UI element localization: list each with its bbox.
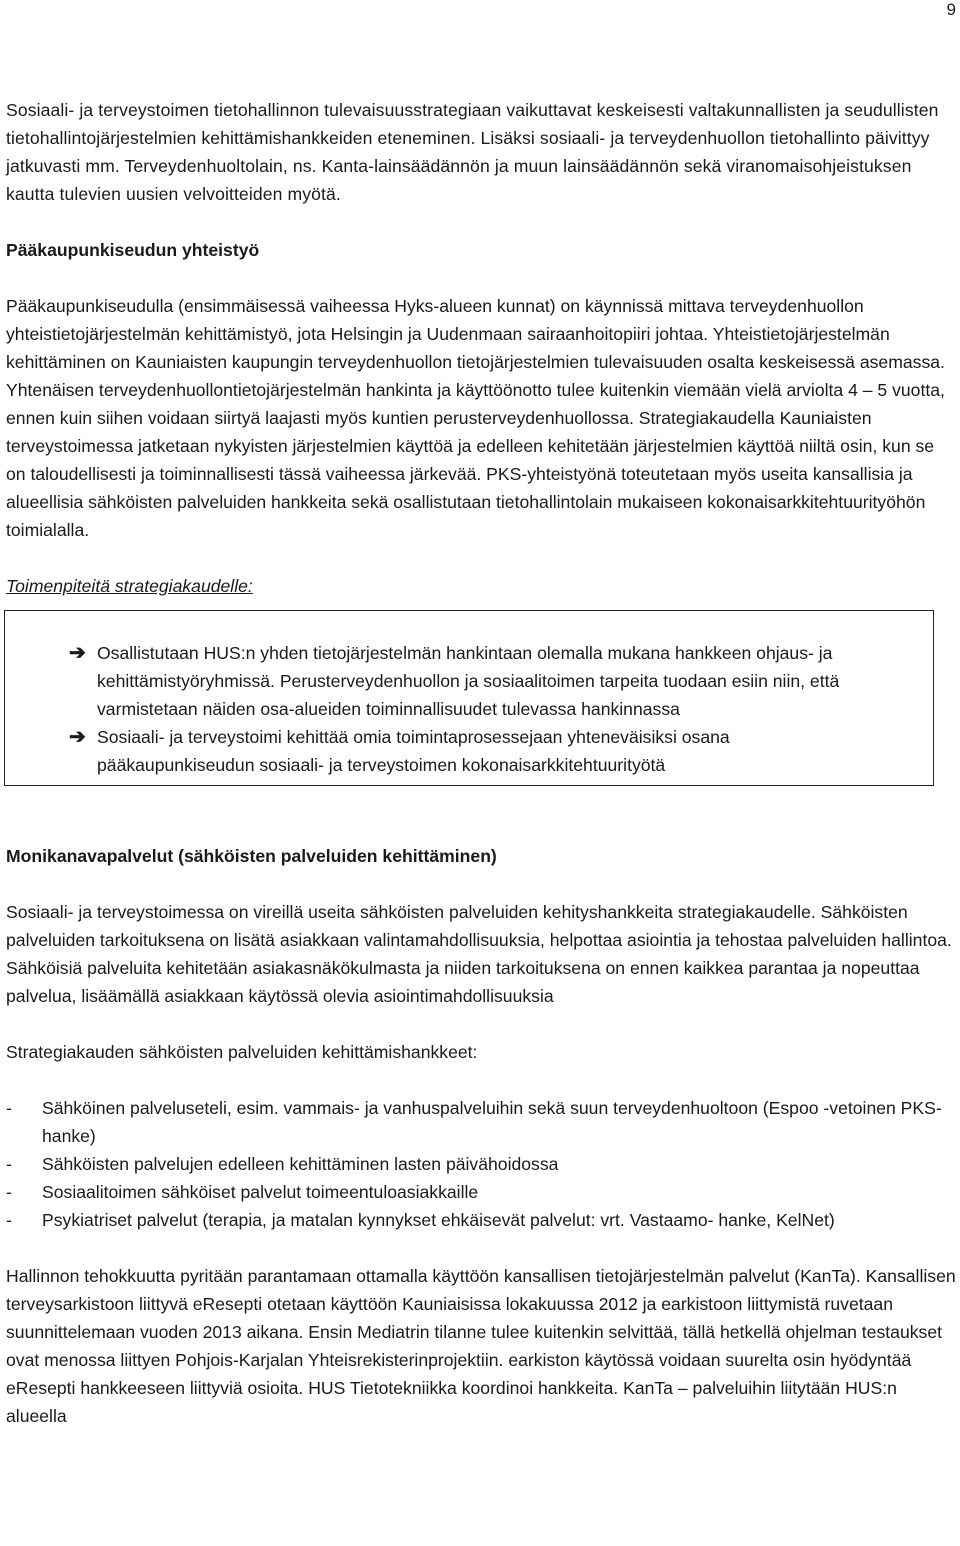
list-item-text: Sosiaalitoimen sähköiset palvelut toimeentuloasiakkaille bbox=[42, 1182, 479, 1202]
projects-title: Strategiakauden sähköisten palveluiden kehittämishankkeet: bbox=[6, 1042, 478, 1062]
list-item bbox=[6, 1094, 956, 1150]
document-body bbox=[6, 96, 956, 1430]
section-heading-monikanava: Monikanavapalvelut (sähköisten palveluiden kehittäminen) bbox=[6, 846, 497, 866]
list-item bbox=[6, 1206, 956, 1234]
measure-item bbox=[11, 723, 933, 779]
right-arrow-icon: ➔ bbox=[69, 642, 86, 664]
list-item bbox=[6, 1150, 956, 1178]
page-number: 9 bbox=[946, 0, 956, 19]
measure-item bbox=[11, 639, 933, 723]
list-item-text: Sähköinen palveluseteli, esim. vammais- ja vanhuspalveluihin sekä suun terveydenhuoltoon (Espoo -vetoinen PKS- hanke) bbox=[42, 1098, 942, 1146]
list-item-text: Sähköisten palvelujen edelleen kehittäminen lasten päivähoidossa bbox=[42, 1154, 559, 1174]
dash-bullet: - bbox=[6, 1154, 12, 1174]
measure-text: Osallistutaan HUS:n yhden tietojärjestelmän hankintaan olemalla mukana hankkeen ohjaus- ja kehittämistyöryhmissä. Perusterveydenhuollon ja sosiaalitoimen tarpeita tuodaan esiin niin, että varmistetaan näiden osa-alueiden toiminnallisuudet tulevassa hankinnassa bbox=[97, 643, 840, 719]
pks-paragraph: Pääkaupunkiseudulla (ensimmäisessä vaiheessa Hyks-alueen kunnat) on käynnissä mittava terveydenhuollon yhteistietojärjestelmän kehittämistyö, jota Helsingin ja Uudenmaan sairaanhoitopiiri johtaa. Yhteistietojärjestelmän kehittäminen on Kauniaisten kaupungin terveydenhuollon tietojärjestelmien tulevaisuuden osalta keskeisessä asemassa. Yhtenäisen terveydenhuollontietojärjestelmän hankinta ja käyttöönotto tulee kuitenkin viemään vielä arviolta 4 – 5 vuotta, ennen kuin siihen voidaan siirtyä laajasti myös kuntien perusterveydenhuollossa. Strategiakaudella Kauniaisten terveystoimessa jatketaan nykyisten järjestelmien käyttöä ja edelleen kehitetään järjestelmien käyttöä niiltä osin, kun se on taloudellisesti ja toiminnallisesti tässä vaiheessa järkevää. PKS-yhteistyönä toteutetaan myös useita kansallisia ja alueellisia sähköisten palveluiden hankkeita sekä osallistutaan tietohallintolain mukaiseen kokonaisarkkitehtuurityöhön toimialalla. bbox=[6, 296, 945, 540]
dash-bullet: - bbox=[6, 1098, 12, 1118]
kanta-paragraph: Hallinnon tehokkuutta pyritään parantamaan ottamalla käyttöön kansallisen tietojärjestelmän palvelut (KanTa). Kansallisen terveysarkistoon liittyvä eResepti otetaan käyttöön Kauniaisissa lokakuussa 2012 ja earkistoon liittymistä ruvetaan suunnittelemaan vuoden 2013 aikana. Ensin Mediatrin tilanne tulee kuitenkin selvittää, tällä hetkellä ohjelman testaukset ovat menossa liittyen Pohjois-Karjalan Yhteisrekisterinprojektiin. earkiston käytössä voidaan suurelta osin hyödyntää eResepti hankkeeseen liittyviä osioita. HUS Tietotekniikka koordinoi hankkeita. KanTa – palveluihin liitytään HUS:n alueella bbox=[6, 1266, 956, 1426]
dash-bullet: - bbox=[6, 1182, 12, 1202]
dash-bullet: - bbox=[6, 1210, 12, 1230]
right-arrow-icon: ➔ bbox=[69, 726, 86, 748]
list-item bbox=[6, 1178, 956, 1206]
measures-box bbox=[4, 610, 934, 786]
measure-text: Sosiaali- ja terveystoimi kehittää omia toimintaprosessejaan yhteneväisiksi osana pääkaupunkiseudun sosiaali- ja terveystoimen kokonaisarkkitehtuurityötä bbox=[97, 727, 730, 775]
section-heading-pks: Pääkaupunkiseudun yhteistyö bbox=[6, 240, 260, 260]
intro-paragraph: Sosiaali- ja terveystoimen tietohallinnon tulevaisuusstrategiaan vaikuttavat keskeisesti valtakunnallisten ja seudullisten tietohallintojärjestelmien kehittämishankkeiden eteneminen. Lisäksi sosiaali- ja terveydenhuollon tietohallinto päivittyy jatkuvasti mm. Terveydenhuoltolain, ns. Kanta-lainsäädännön ja muun lainsäädännön sekä viranomaisohjeistuksen kautta tulevien uusien velvoitteiden myötä. bbox=[6, 100, 939, 204]
projects-list bbox=[6, 1094, 956, 1234]
measures-title: Toimenpiteitä strategiakaudelle: bbox=[6, 576, 253, 596]
list-item-text: Psykiatriset palvelut (terapia, ja matalan kynnykset ehkäisevät palvelut: vrt. Vastaamo- hanke, KelNet) bbox=[42, 1210, 835, 1230]
monikanava-paragraph: Sosiaali- ja terveystoimessa on vireillä useita sähköisten palveluiden kehityshankkeita strategiakaudelle. Sähköisten palveluiden tarkoituksena on lisätä asiakkaan valintamahdollisuuksia, helpottaa asiointia ja tehostaa palveluiden hallintoa. Sähköisiä palveluita kehitetään asiakasnäkökulmasta ja niiden tarkoituksena on ennen kaikkea parantaa ja nopeuttaa palvelua, lisäämällä asiakkaan käytössä olevia asiointimahdollisuuksia bbox=[6, 902, 952, 1006]
